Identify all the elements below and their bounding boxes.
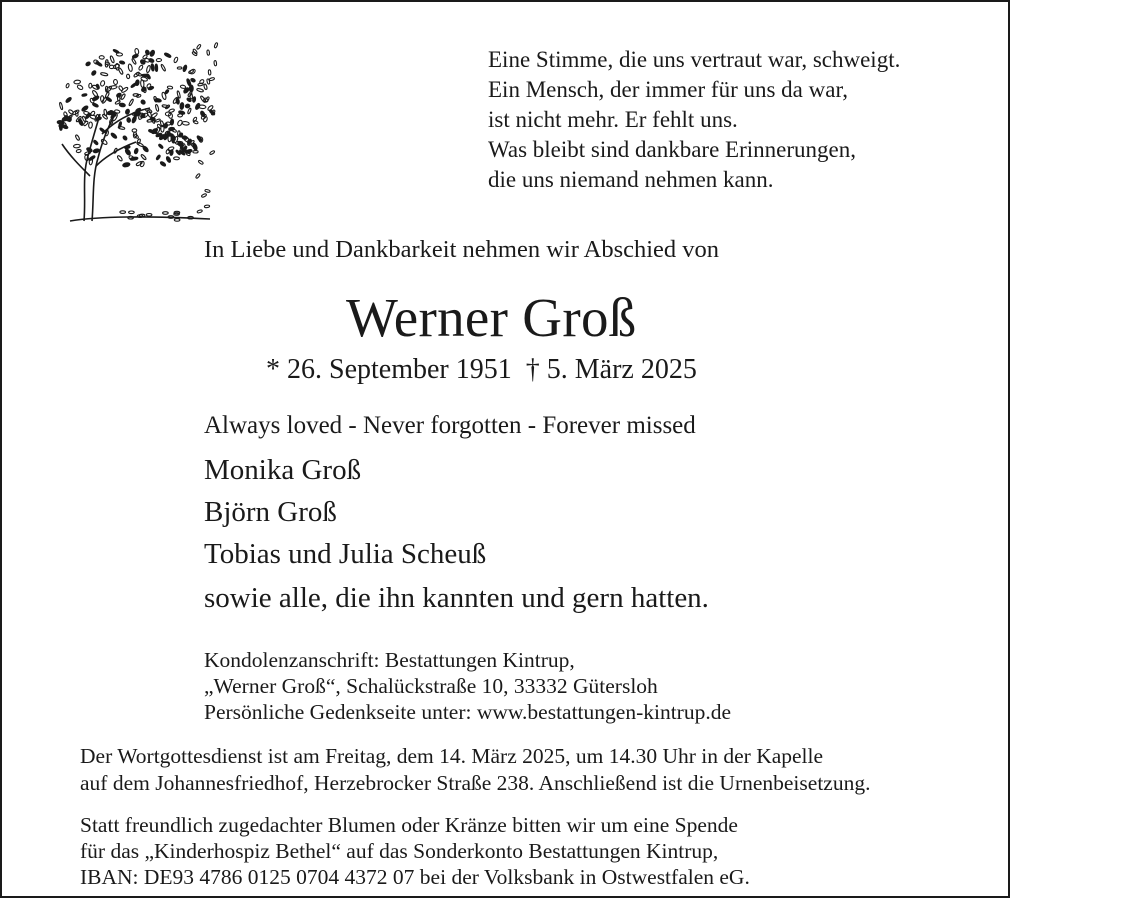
mourner-name: Björn Groß [204, 496, 337, 528]
donation-info: für das „Kinderhospiz Bethel“ auf das Sonderkonto Bestattungen Kintrup, [80, 839, 719, 863]
poem-line: Was bleibt sind dankbare Erinnerungen, [488, 137, 856, 162]
life-dates: * 26. September 1951 † 5. März 2025 [266, 354, 697, 385]
motto: Always loved - Never forgotten - Forever missed [204, 412, 696, 439]
poem-line: Eine Stimme, die uns vertraut war, schweigt. [488, 47, 901, 72]
mourners-closing: sowie alle, die ihn kannten und gern hatten. [204, 582, 709, 614]
condolence-address: „Werner Groß“, Schalückstraße 10, 33332 Gütersloh [204, 674, 658, 698]
farewell-intro: In Liebe und Dankbarkeit nehmen wir Abschied von [204, 236, 720, 263]
service-info: Der Wortgottesdienst ist am Freitag, dem 14. März 2025, um 14.30 Uhr in der Kapelle [80, 744, 824, 768]
poem-line: die uns niemand nehmen kann. [488, 167, 774, 192]
deceased-name: Werner Groß [346, 287, 637, 348]
memorial-page: Persönliche Gedenkseite unter: www.bestattungen-kintrup.de [204, 700, 732, 724]
donation-iban: IBAN: DE93 4786 0125 0704 4372 07 bei der Volksbank in Ostwestfalen eG. [80, 865, 750, 889]
tree-in-wind-icon [40, 16, 220, 226]
service-info: auf dem Johannesfriedhof, Herzebrocker Straße 238. Anschließend ist die Urnenbeisetzung. [80, 771, 871, 795]
condolence-address: Kondolenzanschrift: Bestattungen Kintrup, [204, 648, 575, 672]
poem-line: ist nicht mehr. Er fehlt uns. [488, 107, 738, 132]
poem-line: Ein Mensch, der immer für uns da war, [488, 77, 848, 102]
mourner-name: Monika Groß [204, 454, 362, 486]
mourner-name: Tobias und Julia Scheuß [204, 538, 487, 570]
donation-info: Statt freundlich zugedachter Blumen oder Kränze bitten wir um eine Spende [80, 813, 738, 837]
